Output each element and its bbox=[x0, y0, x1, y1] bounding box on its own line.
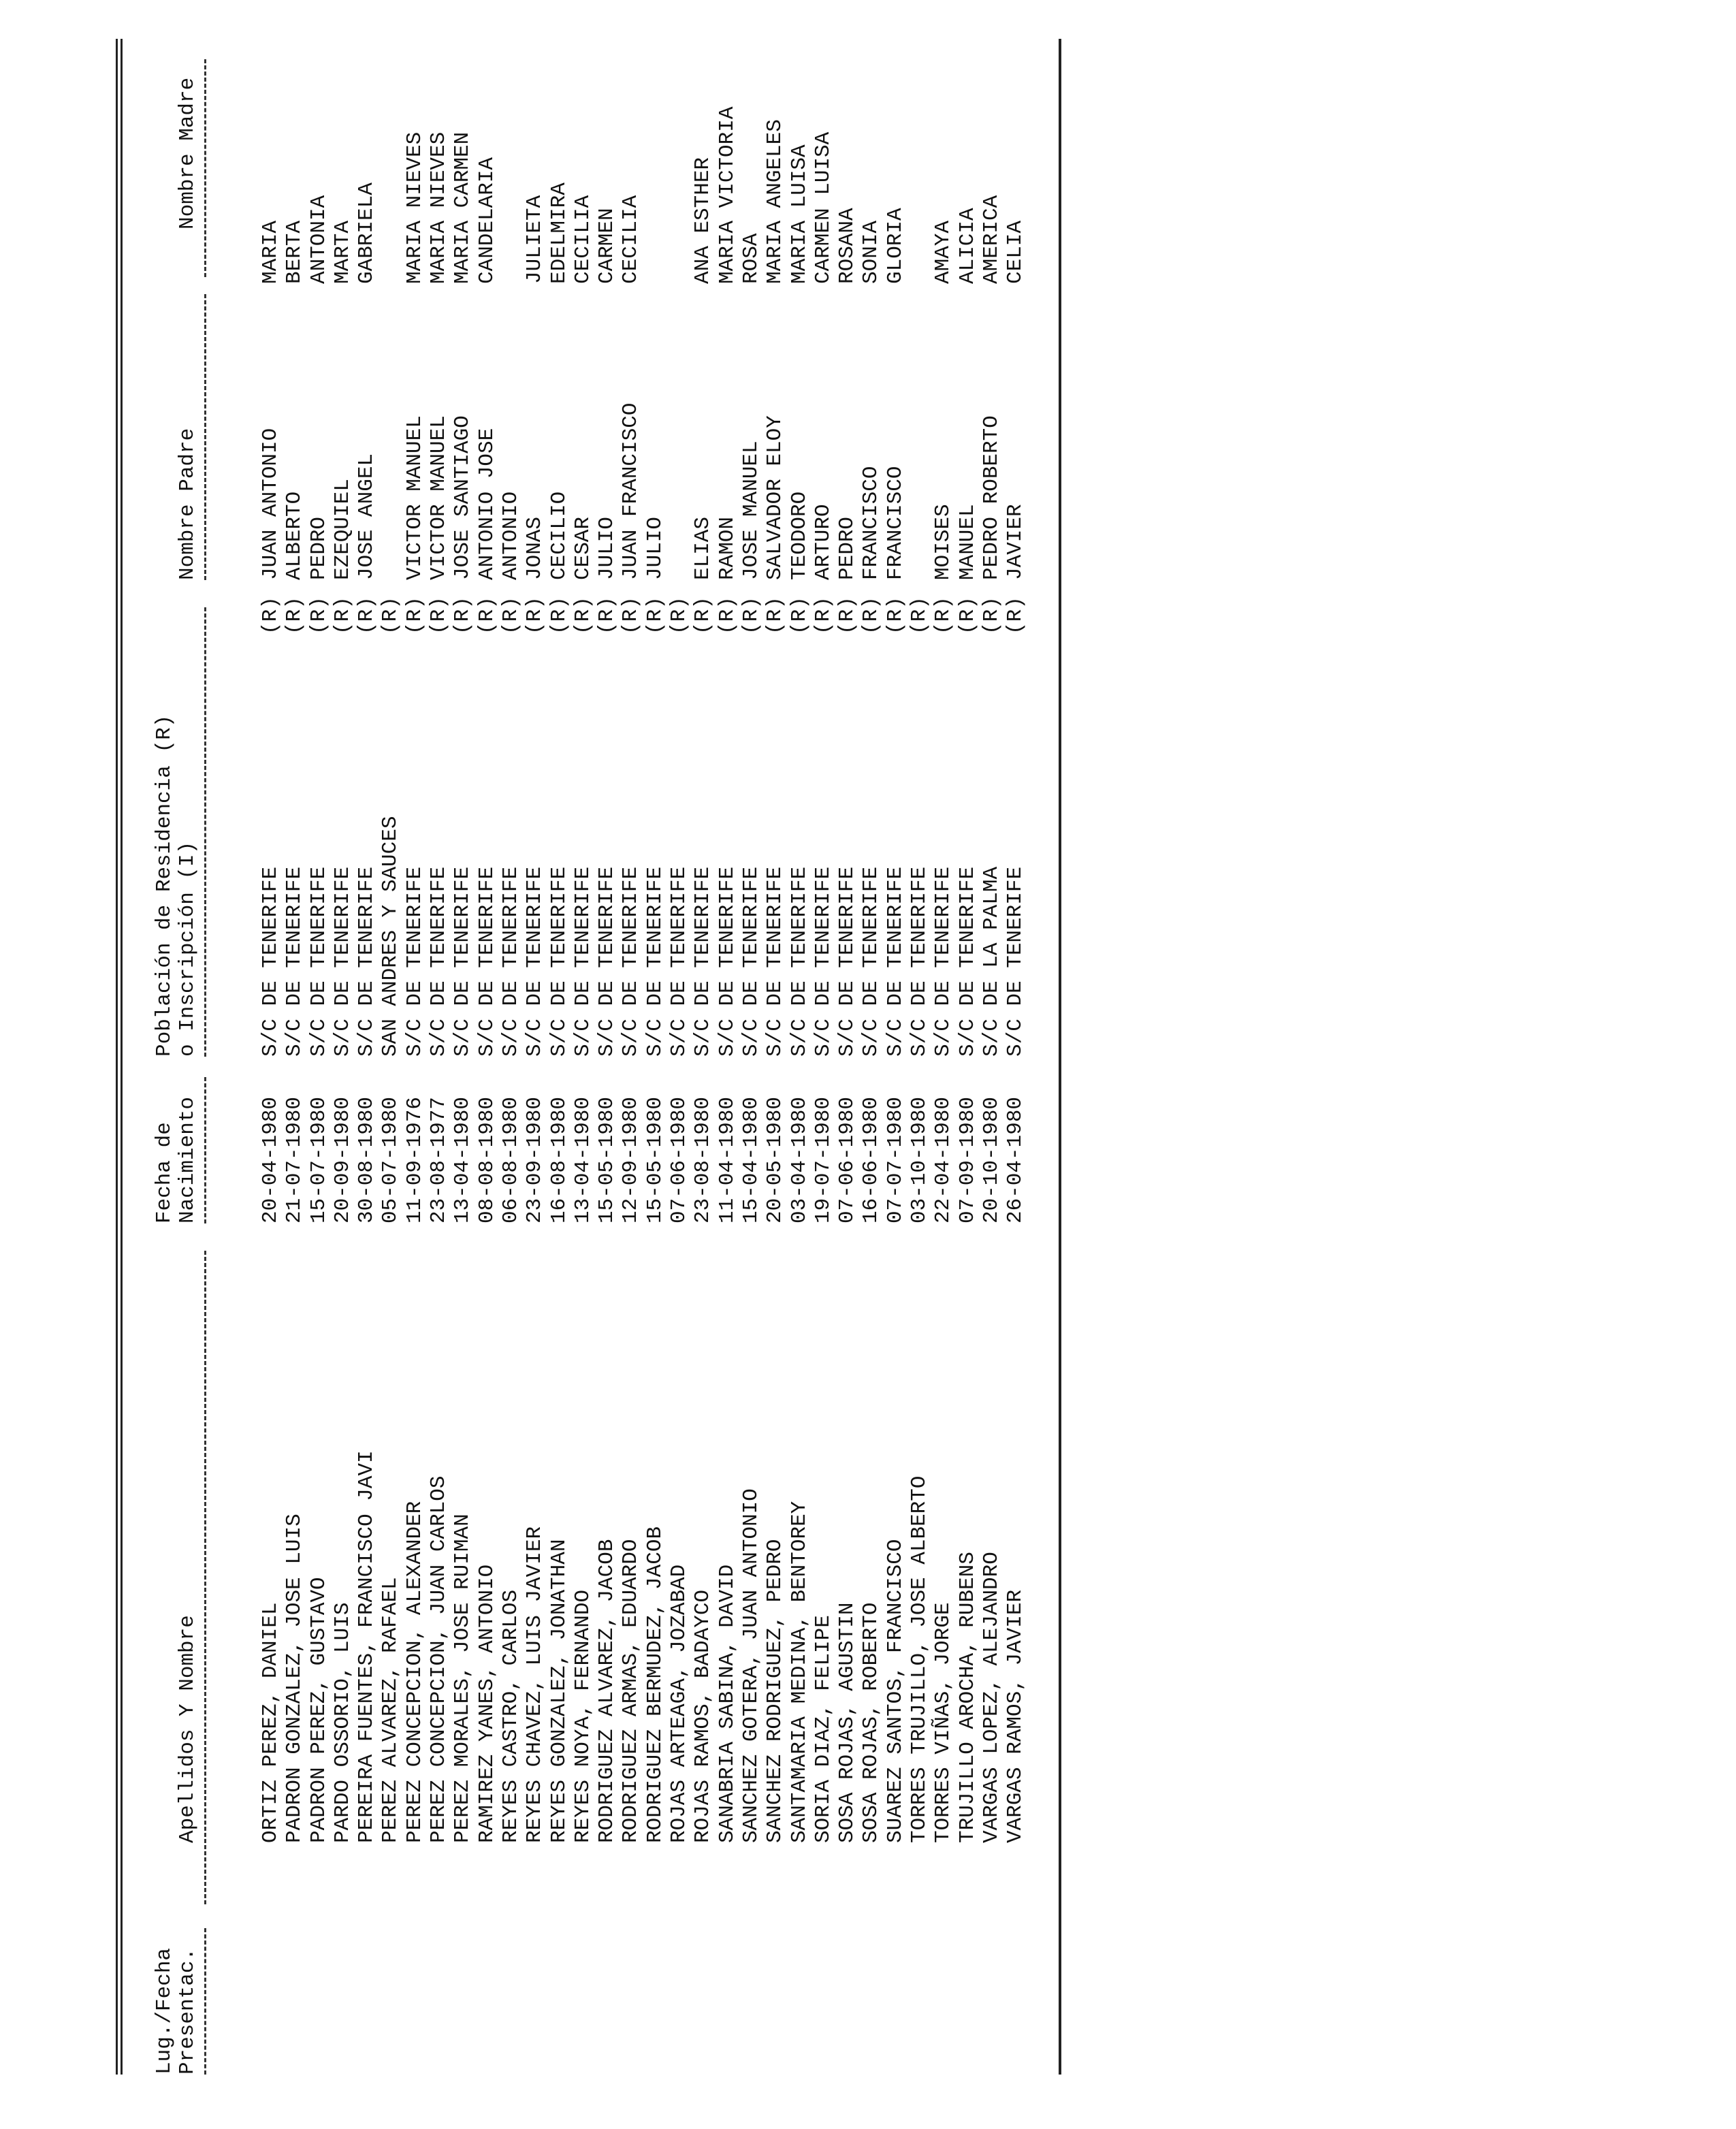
cell-fecha-nacimiento: 30-08-1980 bbox=[355, 1096, 379, 1223]
cell-apellidos-nombre: SANCHEZ GOTERA, JUAN ANTONIO bbox=[739, 1488, 763, 1843]
cell-nombre-madre: AMAYA bbox=[931, 220, 956, 284]
cell-residencia-code: (R) bbox=[859, 596, 884, 635]
cell-nombre-madre: CARMEN LUISA bbox=[811, 131, 835, 284]
cell-residencia-code: (R) bbox=[330, 596, 355, 635]
cell-nombre-padre: MOISES bbox=[931, 504, 956, 580]
cell-poblacion: S/C DE TENERIFE bbox=[859, 866, 884, 1057]
cell-fecha-nacimiento: 21-07-1980 bbox=[283, 1096, 307, 1223]
table-row bbox=[859, 0, 883, 2129]
cell-nombre-madre: ROSA bbox=[739, 233, 763, 284]
cell-poblacion: S/C DE TENERIFE bbox=[259, 866, 283, 1057]
cell-apellidos-nombre: PADRON GONZALEZ, JOSE LUIS bbox=[283, 1514, 307, 1843]
table-row bbox=[811, 0, 835, 2129]
cell-nombre-padre: JOSE MANUEL bbox=[739, 441, 763, 580]
cell-apellidos-nombre: PEREZ ALVAREZ, RAFAEL bbox=[379, 1577, 403, 1843]
register-rows bbox=[259, 0, 1028, 2129]
cell-residencia-code: (R) bbox=[259, 596, 283, 635]
cell-poblacion: S/C DE TENERIFE bbox=[883, 866, 907, 1057]
cell-fecha-nacimiento: 07-06-1980 bbox=[667, 1096, 692, 1223]
cell-fecha-nacimiento: 20-04-1980 bbox=[259, 1096, 283, 1223]
cell-residencia-code: (R) bbox=[931, 596, 956, 635]
cell-residencia-code: (R) bbox=[547, 596, 571, 635]
cell-apellidos-nombre: SUAREZ SANTOS, FRANCISCO bbox=[883, 1539, 907, 1843]
table-row bbox=[667, 0, 691, 2129]
cell-nombre-padre: CECILIO bbox=[547, 491, 571, 580]
cell-residencia-code: (R) bbox=[907, 596, 932, 635]
cell-nombre-madre: ALICIA bbox=[955, 208, 980, 284]
cell-apellidos-nombre: PADRON PEREZ, GUSTAVO bbox=[306, 1577, 331, 1843]
cell-nombre-madre: CARMEN bbox=[595, 208, 620, 284]
cell-apellidos-nombre: PEREZ CONCEPCION, ALEXANDER bbox=[402, 1501, 427, 1843]
cell-apellidos-nombre: TORRES VIÑAS, JORGE bbox=[931, 1602, 956, 1843]
cell-residencia-code: (R) bbox=[283, 596, 307, 635]
cell-fecha-nacimiento: 07-06-1980 bbox=[835, 1096, 860, 1223]
cell-residencia-code: (R) bbox=[739, 596, 763, 635]
cell-apellidos-nombre: PEREZ MORALES, JOSE RUIMAN bbox=[451, 1514, 475, 1843]
cell-residencia-code: (R) bbox=[955, 596, 980, 635]
cell-residencia-code: (R) bbox=[498, 596, 523, 635]
cell-apellidos-nombre: RODRIGUEZ ARMAS, EDUARDO bbox=[619, 1539, 643, 1843]
cell-fecha-nacimiento: 15-05-1980 bbox=[595, 1096, 620, 1223]
cell-nombre-padre: FRANCISCO bbox=[883, 466, 907, 580]
cell-nombre-madre: MARIA VICTORIA bbox=[715, 106, 739, 284]
table-row bbox=[331, 0, 355, 2129]
cell-fecha-nacimiento: 23-08-1977 bbox=[427, 1096, 451, 1223]
cell-poblacion: S/C DE TENERIFE bbox=[691, 866, 716, 1057]
cell-poblacion: S/C DE TENERIFE bbox=[715, 866, 739, 1057]
cell-residencia-code: (R) bbox=[355, 596, 379, 635]
cell-poblacion: S/C DE LA PALMA bbox=[979, 866, 1003, 1057]
cell-apellidos-nombre: RODRIGUEZ BERMUDEZ, JACOB bbox=[643, 1526, 667, 1843]
cell-apellidos-nombre: SORIA DIAZ, FELIPE bbox=[811, 1615, 835, 1843]
header-underline-padre bbox=[204, 294, 206, 580]
cell-residencia-code: (R) bbox=[979, 596, 1003, 635]
table-row bbox=[259, 0, 283, 2129]
cell-fecha-nacimiento: 23-09-1980 bbox=[523, 1096, 547, 1223]
cell-residencia-code: (R) bbox=[715, 596, 739, 635]
cell-nombre-madre: EDELMIRA bbox=[547, 182, 571, 284]
cell-nombre-padre: JULIO bbox=[643, 516, 667, 580]
cell-nombre-padre: VICTOR MANUEL bbox=[402, 415, 427, 580]
cell-nombre-padre: JOSE SANTIAGO bbox=[451, 415, 475, 580]
cell-fecha-nacimiento: 15-04-1980 bbox=[739, 1096, 763, 1223]
cell-nombre-padre: ALBERTO bbox=[283, 491, 307, 580]
cell-nombre-madre: BERTA bbox=[283, 220, 307, 284]
cell-apellidos-nombre: VARGAS LOPEZ, ALEJANDRO bbox=[979, 1552, 1003, 1843]
cell-residencia-code: (R) bbox=[523, 596, 547, 635]
header-poblacion-line1: Población de Residencia (R) bbox=[152, 714, 176, 1057]
cell-residencia-code: (R) bbox=[883, 596, 907, 635]
cell-poblacion: S/C DE TENERIFE bbox=[835, 866, 860, 1057]
cell-residencia-code: (R) bbox=[475, 596, 499, 635]
cell-nombre-padre: JOSE ANGEL bbox=[355, 453, 379, 580]
cell-fecha-nacimiento: 11-09-1976 bbox=[402, 1096, 427, 1223]
table-row bbox=[475, 0, 499, 2129]
cell-nombre-padre: ARTURO bbox=[811, 504, 835, 580]
cell-poblacion: S/C DE TENERIFE bbox=[475, 866, 499, 1057]
cell-residencia-code: (R) bbox=[691, 596, 716, 635]
cell-nombre-padre: RAMON bbox=[715, 516, 739, 580]
cell-poblacion: S/C DE TENERIFE bbox=[667, 866, 692, 1057]
cell-apellidos-nombre: TRUJILLO AROCHA, RUBENS bbox=[955, 1552, 980, 1843]
cell-poblacion: S/C DE TENERIFE bbox=[931, 866, 956, 1057]
cell-poblacion: S/C DE TENERIFE bbox=[451, 866, 475, 1057]
cell-poblacion: S/C DE TENERIFE bbox=[1003, 866, 1028, 1057]
cell-fecha-nacimiento: 13-04-1980 bbox=[570, 1096, 595, 1223]
table-row bbox=[619, 0, 643, 2129]
cell-nombre-padre: JUAN ANTONIO bbox=[259, 428, 283, 580]
cell-nombre-padre: ANTONIO JOSE bbox=[475, 428, 499, 580]
header-fecha-line2: Nacimiento bbox=[176, 1096, 199, 1223]
cell-poblacion: S/C DE TENERIFE bbox=[570, 866, 595, 1057]
cell-fecha-nacimiento: 15-05-1980 bbox=[643, 1096, 667, 1223]
cell-apellidos-nombre: SANCHEZ RODRIGUEZ, PEDRO bbox=[763, 1539, 788, 1843]
table-row bbox=[884, 0, 907, 2129]
cell-apellidos-nombre: PEREZ CONCEPCION, JUAN CARLOS bbox=[427, 1475, 451, 1843]
cell-nombre-madre: MARIA LUISA bbox=[787, 144, 811, 284]
table-row bbox=[907, 0, 931, 2129]
cell-nombre-madre: MARIA ANGELES bbox=[763, 119, 788, 284]
cell-poblacion: S/C DE TENERIFE bbox=[595, 866, 620, 1057]
cell-fecha-nacimiento: 13-04-1980 bbox=[451, 1096, 475, 1223]
table-row bbox=[691, 0, 715, 2129]
cell-fecha-nacimiento: 06-08-1980 bbox=[498, 1096, 523, 1223]
table-row bbox=[571, 0, 595, 2129]
table-row bbox=[355, 0, 379, 2129]
cell-fecha-nacimiento: 23-08-1980 bbox=[691, 1096, 716, 1223]
table-row bbox=[956, 0, 980, 2129]
table-row bbox=[307, 0, 331, 2129]
cell-residencia-code: (R) bbox=[402, 596, 427, 635]
cell-nombre-madre: MARTA bbox=[330, 220, 355, 284]
cell-residencia-code: (R) bbox=[619, 596, 643, 635]
cell-nombre-padre: PEDRO bbox=[835, 516, 860, 580]
cell-apellidos-nombre: TORRES TRUJILLO, JOSE ALBERTO bbox=[907, 1475, 932, 1843]
cell-nombre-padre: JAVIER bbox=[1003, 504, 1028, 580]
cell-apellidos-nombre: SANABRIA SABINA, DAVID bbox=[715, 1564, 739, 1843]
table-row bbox=[643, 0, 667, 2129]
table-row bbox=[547, 0, 571, 2129]
cell-fecha-nacimiento: 12-09-1980 bbox=[619, 1096, 643, 1223]
cell-nombre-madre: MARIA bbox=[259, 220, 283, 284]
cell-nombre-madre: CECILIA bbox=[570, 195, 595, 284]
header-lug-line1: Lug./Fecha bbox=[152, 1947, 176, 2075]
cell-poblacion: SAN ANDRES Y SAUCES bbox=[379, 816, 403, 1057]
cell-nombre-padre: MANUEL bbox=[955, 504, 980, 580]
cell-poblacion: S/C DE TENERIFE bbox=[523, 866, 547, 1057]
cell-nombre-madre: GLORIA bbox=[883, 208, 907, 284]
table-row bbox=[451, 0, 475, 2129]
cell-nombre-madre: ANA ESTHER bbox=[691, 157, 716, 284]
cell-apellidos-nombre: ORTIZ PEREZ, DANIEL bbox=[259, 1602, 283, 1843]
cell-apellidos-nombre: SANTAMARIA MEDINA, BENTOREY bbox=[787, 1501, 811, 1843]
cell-nombre-padre: EZEQUIEL bbox=[330, 479, 355, 580]
cell-nombre-madre: SONIA bbox=[859, 220, 884, 284]
cell-nombre-madre: MARIA NIEVES bbox=[402, 131, 427, 284]
cell-residencia-code: (R) bbox=[379, 596, 403, 635]
cell-nombre-padre: PEDRO bbox=[306, 516, 331, 580]
cell-residencia-code: (R) bbox=[787, 596, 811, 635]
cell-nombre-madre: CECILIA bbox=[619, 195, 643, 284]
cell-poblacion: S/C DE TENERIFE bbox=[955, 866, 980, 1057]
cell-residencia-code: (R) bbox=[306, 596, 331, 635]
cell-apellidos-nombre: REYES CASTRO, CARLOS bbox=[498, 1589, 523, 1843]
cell-residencia-code: (R) bbox=[570, 596, 595, 635]
cell-fecha-nacimiento: 03-04-1980 bbox=[787, 1096, 811, 1223]
cell-apellidos-nombre: PARDO OSSORIO, LUIS bbox=[330, 1602, 355, 1843]
cell-fecha-nacimiento: 20-05-1980 bbox=[763, 1096, 788, 1223]
table-row bbox=[379, 0, 402, 2129]
cell-nombre-madre: ANTONIA bbox=[306, 195, 331, 284]
cell-fecha-nacimiento: 16-08-1980 bbox=[547, 1096, 571, 1223]
cell-residencia-code: (R) bbox=[427, 596, 451, 635]
cell-apellidos-nombre: VARGAS RAMOS, JAVIER bbox=[1003, 1589, 1028, 1843]
table-row bbox=[788, 0, 811, 2129]
cell-poblacion: S/C DE TENERIFE bbox=[402, 866, 427, 1057]
cell-nombre-padre: TEODORO bbox=[787, 491, 811, 580]
header-poblacion-line2: o Inscripción (I) bbox=[176, 841, 199, 1057]
bottom-rule bbox=[1059, 39, 1061, 2075]
cell-residencia-code: (R) bbox=[595, 596, 620, 635]
cell-apellidos-nombre: SOSA ROJAS, ROBERTO bbox=[859, 1602, 884, 1843]
cell-nombre-padre: JULIO bbox=[595, 516, 620, 580]
table-row bbox=[716, 0, 739, 2129]
cell-residencia-code: (R) bbox=[835, 596, 860, 635]
cell-residencia-code: (R) bbox=[763, 596, 788, 635]
cell-apellidos-nombre: ROJAS RAMOS, BADAYCO bbox=[691, 1589, 716, 1843]
cell-nombre-madre: ROSANA bbox=[835, 208, 860, 284]
cell-poblacion: S/C DE TENERIFE bbox=[619, 866, 643, 1057]
cell-poblacion: S/C DE TENERIFE bbox=[283, 866, 307, 1057]
header-fecha-line1: Fecha de bbox=[152, 1122, 176, 1223]
cell-nombre-padre: JUAN FRANCISCO bbox=[619, 402, 643, 580]
cell-poblacion: S/C DE TENERIFE bbox=[811, 866, 835, 1057]
table-row bbox=[980, 0, 1003, 2129]
cell-nombre-padre: CESAR bbox=[570, 516, 595, 580]
cell-poblacion: S/C DE TENERIFE bbox=[498, 866, 523, 1057]
cell-fecha-nacimiento: 05-07-1980 bbox=[379, 1096, 403, 1223]
table-row bbox=[283, 0, 306, 2129]
cell-fecha-nacimiento: 20-10-1980 bbox=[979, 1096, 1003, 1223]
table-row bbox=[595, 0, 619, 2129]
cell-fecha-nacimiento: 19-07-1980 bbox=[811, 1096, 835, 1223]
cell-residencia-code: (R) bbox=[1003, 596, 1028, 635]
header-madre: Nombre Madre bbox=[176, 77, 199, 229]
cell-residencia-code: (R) bbox=[667, 596, 692, 635]
cell-fecha-nacimiento: 22-04-1980 bbox=[931, 1096, 956, 1223]
table-row bbox=[427, 0, 451, 2129]
cell-poblacion: S/C DE TENERIFE bbox=[306, 866, 331, 1057]
cell-fecha-nacimiento: 16-06-1980 bbox=[859, 1096, 884, 1223]
cell-nombre-madre: AMERICA bbox=[979, 195, 1003, 284]
cell-fecha-nacimiento: 11-04-1980 bbox=[715, 1096, 739, 1223]
header-underline-fecha bbox=[204, 1077, 206, 1223]
cell-residencia-code: (R) bbox=[451, 596, 475, 635]
cell-poblacion: S/C DE TENERIFE bbox=[907, 866, 932, 1057]
cell-poblacion: S/C DE TENERIFE bbox=[763, 866, 788, 1057]
cell-apellidos-nombre: PEREIRA FUENTES, FRANCISCO JAVI bbox=[355, 1450, 379, 1843]
cell-residencia-code: (R) bbox=[811, 596, 835, 635]
table-row bbox=[739, 0, 763, 2129]
table-row bbox=[403, 0, 427, 2129]
cell-nombre-padre: JONAS bbox=[523, 516, 547, 580]
table-row bbox=[499, 0, 523, 2129]
cell-nombre-padre: ELIAS bbox=[691, 516, 716, 580]
cell-fecha-nacimiento: 26-04-1980 bbox=[1003, 1096, 1028, 1223]
cell-poblacion: S/C DE TENERIFE bbox=[547, 866, 571, 1057]
table-row bbox=[763, 0, 787, 2129]
cell-nombre-madre: CELIA bbox=[1003, 220, 1028, 284]
cell-poblacion: S/C DE TENERIFE bbox=[643, 866, 667, 1057]
cell-residencia-code: (R) bbox=[643, 596, 667, 635]
header-underline-madre bbox=[204, 59, 206, 277]
cell-apellidos-nombre: REYES GONZALEZ, JONATHAN bbox=[547, 1539, 571, 1843]
cell-nombre-padre: PEDRO ROBERTO bbox=[979, 415, 1003, 580]
cell-nombre-padre: ANTONIO bbox=[498, 491, 523, 580]
table-row bbox=[1003, 0, 1027, 2129]
cell-nombre-madre: JULIETA bbox=[523, 195, 547, 284]
cell-poblacion: S/C DE TENERIFE bbox=[739, 866, 763, 1057]
cell-fecha-nacimiento: 03-10-1980 bbox=[907, 1096, 932, 1223]
header-apellidos: Apellidos Y Nombre bbox=[176, 1615, 199, 1843]
cell-poblacion: S/C DE TENERIFE bbox=[787, 866, 811, 1057]
cell-nombre-madre: MARIA CARMEN bbox=[451, 131, 475, 284]
header-underline-lug bbox=[204, 1928, 206, 2075]
cell-apellidos-nombre: RAMIREZ YANES, ANTONIO bbox=[475, 1564, 499, 1843]
cell-fecha-nacimiento: 08-08-1980 bbox=[475, 1096, 499, 1223]
top-double-rule bbox=[116, 39, 123, 2075]
cell-poblacion: S/C DE TENERIFE bbox=[330, 866, 355, 1057]
cell-nombre-madre: MARIA NIEVES bbox=[427, 131, 451, 284]
cell-nombre-madre: CANDELARIA bbox=[475, 157, 499, 284]
cell-fecha-nacimiento: 15-07-1980 bbox=[306, 1096, 331, 1223]
cell-apellidos-nombre: REYES NOYA, FERNANDO bbox=[570, 1589, 595, 1843]
table-row bbox=[835, 0, 859, 2129]
cell-apellidos-nombre: RODRIGUEZ ALVAREZ, JACOB bbox=[595, 1539, 620, 1843]
cell-poblacion: S/C DE TENERIFE bbox=[427, 866, 451, 1057]
cell-fecha-nacimiento: 07-09-1980 bbox=[955, 1096, 980, 1223]
table-row bbox=[523, 0, 547, 2129]
cell-nombre-padre: FRANCISCO bbox=[859, 466, 884, 580]
cell-nombre-madre: GABRIELA bbox=[355, 182, 379, 284]
cell-nombre-padre: VICTOR MANUEL bbox=[427, 415, 451, 580]
table-row bbox=[931, 0, 955, 2129]
header-underline-poblacion bbox=[204, 607, 206, 1057]
header-lug-line2: Presentac. bbox=[176, 1947, 199, 2075]
cell-fecha-nacimiento: 07-07-1980 bbox=[883, 1096, 907, 1223]
header-padre: Nombre Padre bbox=[176, 428, 199, 580]
cell-apellidos-nombre: SOSA ROJAS, AGUSTIN bbox=[835, 1602, 860, 1843]
cell-poblacion: S/C DE TENERIFE bbox=[355, 866, 379, 1057]
header-underline-apellidos bbox=[204, 1251, 206, 1904]
cell-apellidos-nombre: ROJAS ARTEAGA, JOZABAD bbox=[667, 1564, 692, 1843]
cell-apellidos-nombre: REYES CHAVEZ, LUIS JAVIER bbox=[523, 1526, 547, 1843]
cell-nombre-padre: SALVADOR ELOY bbox=[763, 415, 788, 580]
cell-fecha-nacimiento: 20-09-1980 bbox=[330, 1096, 355, 1223]
